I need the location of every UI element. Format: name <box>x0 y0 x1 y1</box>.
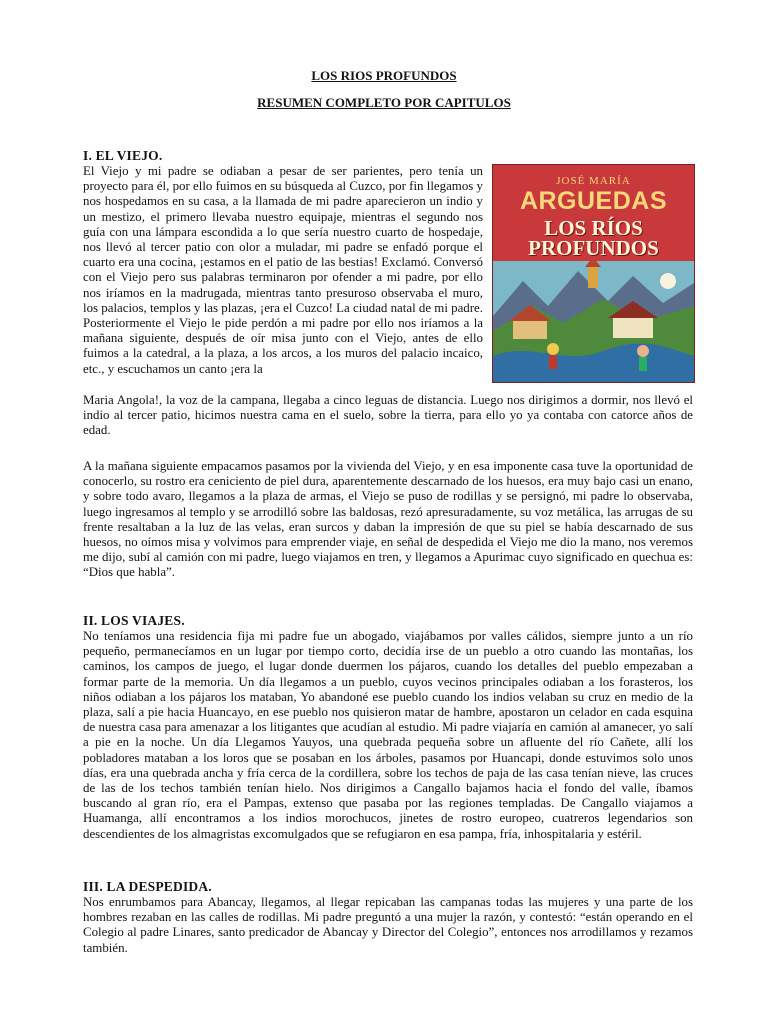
cover-title-line2: PROFUNDOS <box>528 236 659 260</box>
section-heading-el-viejo: I. EL VIEJO. <box>83 148 163 163</box>
section-heading-los-viajes: II. LOS VIAJES. <box>83 613 185 628</box>
cover-author-last: ARGUEDAS <box>519 187 668 215</box>
cover-book-title <box>493 218 694 258</box>
cover-illustration <box>493 261 694 382</box>
book-cover-image <box>492 164 695 383</box>
document-subtitle: RESUMEN COMPLETO POR CAPITULOS <box>257 95 511 110</box>
section-paragraph-la-despedida: Nos enrumbamos para Abancay, llegamos, al llegar repicaban las campanas todas las mujeres y una parte de los hombres rezaban en las calles de rodillas. Mi padre preguntó a una mujer la razón, y contestó: “están operando en el Colegio al padre Linares, santo predicador de Abancay y Director del Colegio”, entonces nos arrodillamos y rezamos también. <box>83 895 693 955</box>
cover-author-first: JOSÉ MARÍA <box>556 175 631 187</box>
section-paragraph-los-viajes: No teníamos una residencia fija mi padre fue un abogado, viajábamos por valles cálidos, siempre junto a un río pequeño, permanecíamos en un lugar por tiempo corto, decidía irse de un pueblo a otro cuando las montañas, los caminos, los campos de juego, el lugar donde duermen los pájaros, cuando los detalles del pueblo empezaban a formar parte de la memoria. Un día llegamos a un pueblo, cuyos vecinos principales odiaban a los forasteros, los niños odiaban a los pájaros los mataban, Yo abandoné ese pueblo cuando los indios velaban su cruz en medio de la plaza, salí a pie hacia Huancayo, en ese pueblo nos quisieron matar de hambre, apostaron un celador en cada esquina de nuestra casa para amenazar a los litigantes que acudían al estudio. Mi padre viajaría en camión al amanecer, yo salí a pie en la noche. Un día Llegamos Yauyos, una quebrada pequeña sobre un afluente del río Cañete, allí los pobladores mataban a los loros que se posaban en los árboles, pasamos por Huancapi, donde estuvimos solo unos días, era una quebrada ancha y fría cerca de la cordillera, sobre los techos de paja de las casa tenían nieve, las cruces de las de los techos también tenían hielo. Nos dirigimos a Cangallo bajamos hacia el fondo del valle, íbamos buscando al gran río, era el Pampas, extenso que pasaba por las regiones templadas. De Cangallo viajamos a Huamanga, allí encontramos a los indios morochucos, jinetes de rostro europeo, cuatreros legendarios son descendientes de los almagristas excomulgados que se refugiaron en esa pampa, fría, inhospitalaria y estéril. <box>83 629 693 841</box>
document-title: LOS RIOS PROFUNDOS <box>311 68 457 83</box>
section-paragraph-el-viejo-continued: Maria Angola!, la voz de la campana, llegaba a cinco leguas de distancia. Luego nos dirigimos a dormir, nos llevó el indio al tercer patio, hicimos nuestra cama en el suelo, sobre la tierra, para ello yo ya contaba con catorce años de edad. <box>83 393 693 438</box>
section-paragraph-el-viejo-second: A la mañana siguiente empacamos pasamos por la vivienda del Viejo, y en esa imponente casa tuve la oportunidad de conocerlo, su rostro era ceniciento de piel dura, aparentemente descarnado de los huesos, era muy bajo casi un enano, y sobre todo avaro, llegamos a la plaza de armas, el Viejo se puso de rodillas y se persignó, mi padre lo observaba, luego ingresamos al templo y se arrodilló sobre las baldosas, rezó apresuradamente, su voz metálica, las arrugas de su frente resaltaban a la luz de las velas, eran surcos y daban la impresión de que su piel se había descarnado de sus huesos, no oímos misa y volvimos para emprender viaje, en señal de despedida el Viejo me dio la mano, nos veremos me dijo, subí al camión con mi padre, luego viajamos en tren, y llegamos a Apurimac cuyo significado en quechua es: “Dios que habla”. <box>83 459 693 580</box>
section-heading-la-despedida: III. LA DESPEDIDA. <box>83 879 212 894</box>
cover-title-line1: LOS RÍOS <box>544 216 643 240</box>
section-paragraph-el-viejo-wrapped: El Viejo y mi padre se odiaban a pesar de ser parientes, pero tenía un proyecto para él, por ello fuimos en su búsqueda al Cuzco, por fin llegamos y nos hospedamos en su casa, a la llamada de mi padre aparecieron un indio y un mestizo, el primero llevaba nuestro equipaje, mientras el segundo nos guía con una lámpara escondida a lo que sería nuestro cuarto de hospedaje, nos llevó al tercer patio con olor a muladar, mi padre se enfadó porque el cuarto era una cocina, ¡estamos en el patio de las bestias! Exclamó. Conversó con el Viejo pero sus palabras terminaron por ofender a mi padre, por ello nos iríamos en la madrugada, mientras tanto presuroso observaba el muro, los palacios, templos y las plazas, ¡era el Cuzco! La ciudad natal de mi padre. Posteriormente el Viejo le pide perdón a mi padre por ello nos iríamos a la mañana siguiente, después de oír misa junto con el Viejo, antes de ello fuimos a la catedral, a la plaza, a los arcos, a los muros del palacio incaico, etc., y escuchamos un canto ¡era la <box>83 164 483 376</box>
